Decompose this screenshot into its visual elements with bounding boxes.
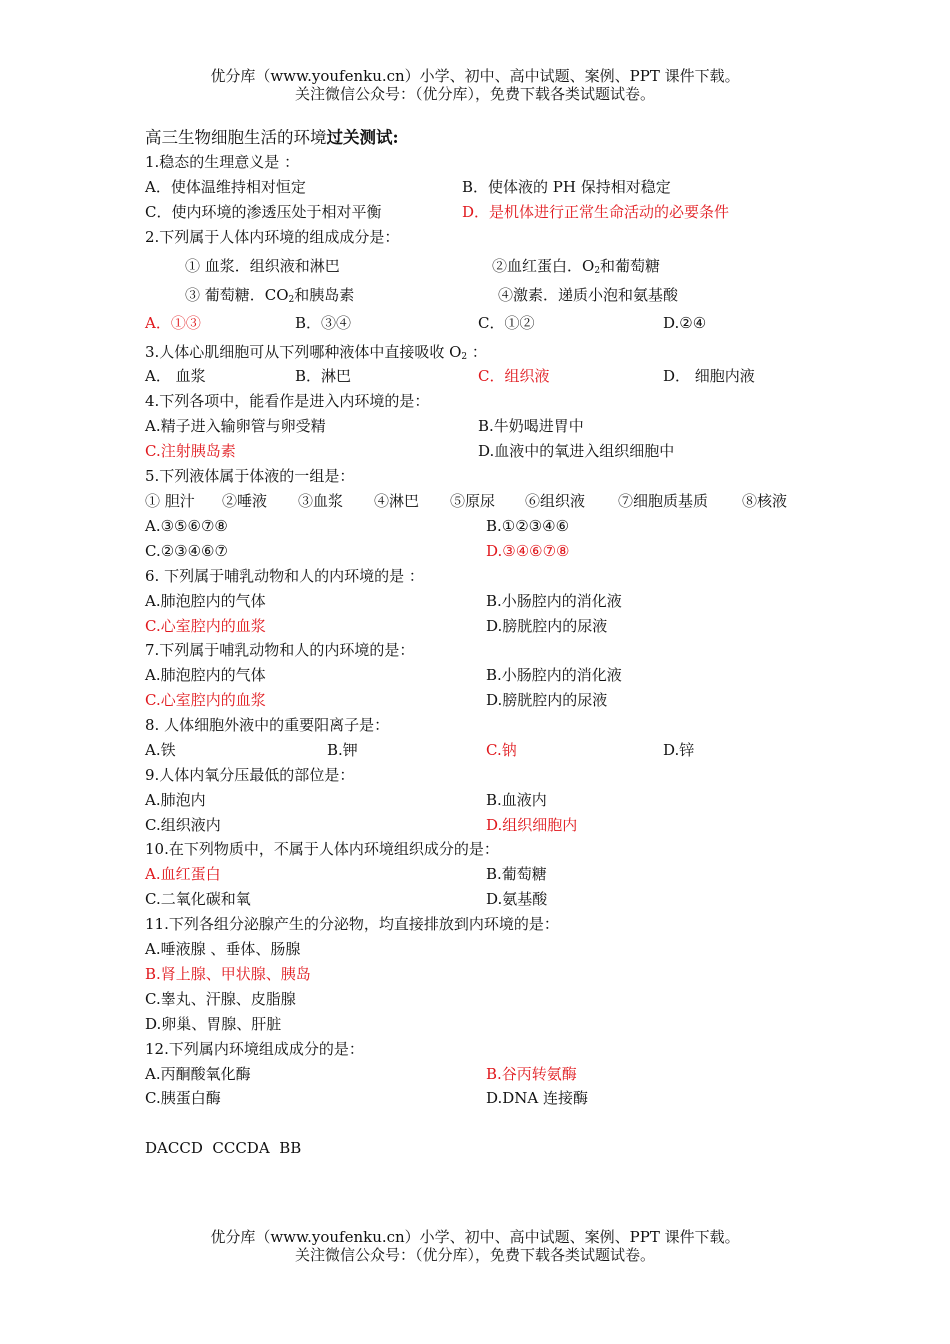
- q7-option-d: D.膀胱腔内的尿液: [486, 691, 608, 709]
- q3-stem: 3.人体心肌细胞可从下列哪种液体中直接吸收 $O_2$ ：: [145, 343, 487, 362]
- q5-item-2: ②唾液: [222, 492, 268, 510]
- q5-item-6: ⑥组织液: [525, 492, 586, 510]
- q11-option-d: D.卵巢、胃腺、肝脏: [145, 1015, 282, 1033]
- q2-option-d: D.②④: [663, 314, 707, 332]
- q8-option-b: B.钾: [327, 741, 358, 759]
- q2-option-b: B．③④: [295, 314, 352, 332]
- q12-option-a: A.丙酮酸氧化酶: [145, 1065, 251, 1083]
- q10-option-a-answer: A.血红蛋白: [145, 865, 221, 883]
- q8-stem: 8. 人体细胞外液中的重要阳离子是：: [145, 716, 390, 734]
- q6-stem: 6. 下列属于哺乳动物和人的内环境的是 ：: [145, 567, 424, 585]
- q11-stem: 11.下列各组分泌腺产生的分泌物，均直接排放到内环境的是：: [145, 915, 559, 933]
- q6-option-c-answer: C.心室腔内的血浆: [145, 617, 266, 635]
- q2-item-2: ②血红蛋白．$O_2$和葡萄糖: [492, 257, 661, 276]
- q4-option-b: B.牛奶喝进胃中: [478, 417, 584, 435]
- q1-option-b: B．使体液的 PH 保持相对稳定: [462, 178, 671, 196]
- q10-option-c: C.二氧化碳和氧: [145, 890, 251, 908]
- q5-item-5: ⑤原尿: [450, 492, 496, 510]
- q4-stem: 4.下列各项中，能看作是进入内环境的是：: [145, 392, 430, 410]
- q7-option-a: A.肺泡腔内的气体: [145, 666, 266, 684]
- q1-option-d-answer: D．是机体进行正常生命活动的必要条件: [462, 203, 730, 221]
- footer-line-1: 优分库（www.youfenku.cn）小学、初中、高中试题、案例、PPT 课件下载。: [210, 1228, 740, 1246]
- q1-stem: 1.稳态的生理意义是 ：: [145, 153, 300, 171]
- q5-stem: 5.下列液体属于体液的一组是：: [145, 467, 355, 485]
- q3-option-d: D． 细胞内液: [663, 367, 755, 385]
- q11-option-b-answer: B.肾上腺、甲状腺、胰岛: [145, 965, 311, 983]
- q2-option-a-answer: A．①③: [145, 314, 201, 332]
- q3-option-c-answer: C．组织液: [478, 367, 550, 385]
- q12-option-d: D.DNA 连接酶: [486, 1089, 589, 1107]
- q5-item-3: ③血浆: [298, 492, 344, 510]
- q6-option-b: B.小肠腔内的消化液: [486, 592, 622, 610]
- document-title: [145, 128, 399, 148]
- q7-option-b: B.小肠腔内的消化液: [486, 666, 622, 684]
- q5-item-8: ⑧核液: [742, 492, 788, 510]
- q3-option-b: B．淋巴: [295, 367, 352, 385]
- q5-item-1: ① 胆汁: [145, 492, 195, 510]
- q7-option-c-answer: C.心室腔内的血浆: [145, 691, 266, 709]
- q1-option-a: A．使体温维持相对恒定: [145, 178, 306, 196]
- q4-option-a: A.精子进入输卵管与卵受精: [145, 417, 326, 435]
- q4-option-c-answer: C.注射胰岛素: [145, 442, 236, 460]
- page-footer: [0, 1228, 950, 1264]
- q9-option-d-answer: D.组织细胞内: [486, 816, 578, 834]
- q9-option-a: A.肺泡内: [145, 791, 206, 809]
- q9-option-c: C.组织液内: [145, 816, 221, 834]
- q5-item-4: ④淋巴: [374, 492, 420, 510]
- q9-option-b: B.血液内: [486, 791, 547, 809]
- q10-stem: 10.在下列物质中，不属于人体内环境组织成分的是：: [145, 840, 499, 858]
- q2-item-3: ③ 葡萄糖．$CO_2$和胰岛素: [185, 286, 355, 305]
- q5-option-d-answer: D.③④⑥⑦⑧: [486, 542, 570, 560]
- page-header: [0, 67, 950, 103]
- q8-option-a: A.铁: [145, 741, 176, 759]
- q10-option-b: B.葡萄糖: [486, 865, 547, 883]
- q12-option-c: C.胰蛋白酶: [145, 1089, 221, 1107]
- q8-option-d: D.锌: [663, 741, 695, 759]
- q6-option-a: A.肺泡腔内的气体: [145, 592, 266, 610]
- q6-option-d: D.膀胱腔内的尿液: [486, 617, 608, 635]
- q2-item-1: ① 血浆．组织液和淋巴: [185, 257, 340, 275]
- q11-option-c: C.睾丸、汗腺、皮脂腺: [145, 990, 296, 1008]
- q12-option-b-answer: B.谷丙转氨酶: [486, 1065, 577, 1083]
- q10-option-d: D.氨基酸: [486, 890, 548, 908]
- q2-option-c: C．①②: [478, 314, 535, 332]
- q3-option-a: A． 血浆: [145, 367, 206, 385]
- q5-option-a: A.③⑤⑥⑦⑧: [145, 517, 228, 535]
- header-line-2: 关注微信公众号：（优分库），免费下载各类试题试卷。: [294, 85, 655, 103]
- footer-line-2: 关注微信公众号：（优分库），免费下载各类试题试卷。: [294, 1246, 655, 1264]
- q5-item-7: ⑦细胞质基质: [618, 492, 709, 510]
- q11-option-a: A.唾液腺 、垂体、肠腺: [145, 940, 301, 958]
- q2-stem: 2.下列属于人体内环境的组成成分是：: [145, 228, 400, 246]
- q9-stem: 9.人体内氧分压最低的部位是：: [145, 766, 355, 784]
- q5-option-b: B.①②③④⑥: [486, 517, 570, 535]
- q8-option-c-answer: C.钠: [486, 741, 517, 759]
- title-normal: 高三生物细胞生活的环境: [145, 128, 327, 147]
- q5-option-c: C.②③④⑥⑦: [145, 542, 228, 560]
- answer-key: DACCD CCCDA BB: [145, 1139, 302, 1157]
- q1-option-c: C．使内环境的渗透压处于相对平衡: [145, 203, 382, 221]
- q12-stem: 12.下列属内环境组成成分的是：: [145, 1040, 364, 1058]
- header-line-1: 优分库（www.youfenku.cn）小学、初中、高中试题、案例、PPT 课件下载。: [210, 67, 740, 85]
- title-bold: 过关测试:: [326, 128, 399, 147]
- q7-stem: 7.下列属于哺乳动物和人的内环境的是：: [145, 641, 415, 659]
- q2-item-4: ④激素．递质小泡和氨基酸: [498, 286, 679, 304]
- q4-option-d: D.血液中的氧进入组织细胞中: [478, 442, 675, 460]
